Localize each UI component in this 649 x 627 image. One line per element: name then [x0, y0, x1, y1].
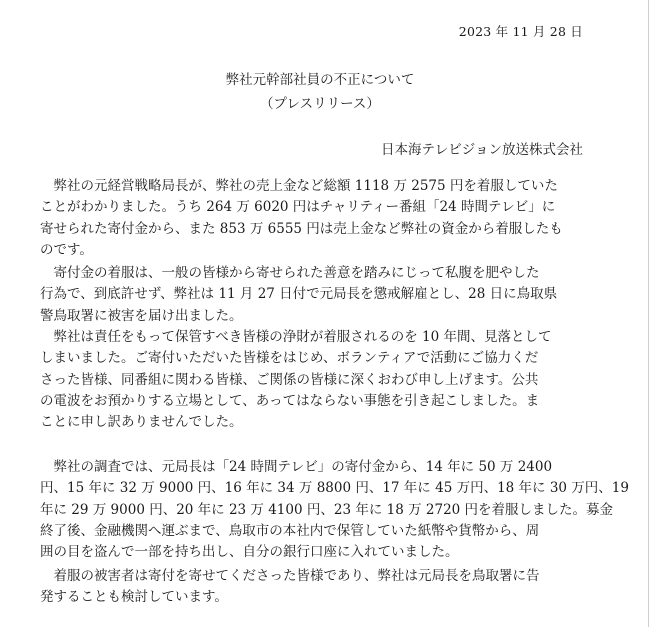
paragraph-3: [40, 327, 600, 433]
paragraph-line: 寄せられた寄付金から、また 853 万 6555 円は売上金など弊社の資金から着服したも: [40, 220, 563, 237]
paragraph-line: 弊社の元経営戦略局長が、弊社の売上金など総額 1118 万 2575 円を着服していた: [40, 178, 558, 194]
paragraph-line: 円、15 年に 32 万 9000 円、16 年に 34 万 8800 円、17 年に 45 万円、18 年に 30 万円、19: [40, 480, 629, 497]
paragraph-1: [40, 176, 600, 261]
document-title: 弊社元幹部社員の不正について: [225, 72, 415, 88]
paragraph-line: のです。: [40, 241, 93, 258]
paragraph-line: さった皆様、同番組に関わる皆様、ご関係の皆様に深くおわび申し上げます。公共: [40, 371, 539, 388]
paragraph-line: 行為で、到底許せず、弊社は 11 月 27 日付で元局長を懲戒解雇とし、28 日に鳥取県: [40, 286, 558, 303]
company-name: 日本海テレビジョン放送株式会社: [381, 142, 583, 158]
document-subtitle: （プレスリリース）: [260, 96, 380, 112]
paragraph-line: ことに申し訳ありませんでした。: [40, 414, 243, 431]
paragraph-line: 囲の目を盗んで一部を持ち出し、自分の銀行口座に入れていました。: [40, 544, 459, 561]
release-date: 2023 年 11 月 28 日: [458, 24, 583, 39]
paragraph-line: 発することも検討しています。: [40, 589, 228, 606]
paragraph-line: 寄付金の着服は、一般の皆様から寄せられた善意を踏みにじって私腹を肥やした: [40, 265, 540, 281]
paragraph-4: [40, 457, 629, 563]
paragraph-line: 年に 29 万 9000 円、20 年に 23 万 4100 円、23 年に 18 万 2720 円を着服しました。募金: [40, 501, 614, 518]
paragraph-2: [40, 263, 600, 327]
paragraph-line: 弊社は責任をもって保管すべき皆様の浄財が着服されるのを 10 年間、見落として: [40, 329, 552, 345]
paragraph-line: の電波をお預かりする立場として、あってはならない事態を引き起こしました。ま: [40, 392, 540, 409]
paragraph-line: 警鳥取署に被害を届け出ました。: [40, 307, 243, 324]
paragraph-line: 着服の被害者は寄付を寄せてくださった皆様であり、弊社は元局長を鳥取署に告: [40, 568, 540, 584]
paragraph-line: 終了後、金融機関へ運ぶまで、鳥取市の本社内で保管していた紙幣や貨幣から、周: [40, 522, 540, 539]
paragraph-line: 弊社の調査では、元局長は「24 時間テレビ」の寄付金から、14 年に 50 万 2400: [40, 459, 553, 475]
paragraph-5: [40, 566, 600, 609]
paragraph-line: しまいました。ご寄付いただいた皆様をはじめ、ボランティアで活動にご協力くだ: [40, 350, 539, 367]
paragraph-line: ことがわかりました。うち 264 万 6020 円はチャリティー番組「24 時間テレビ」に: [40, 199, 556, 216]
